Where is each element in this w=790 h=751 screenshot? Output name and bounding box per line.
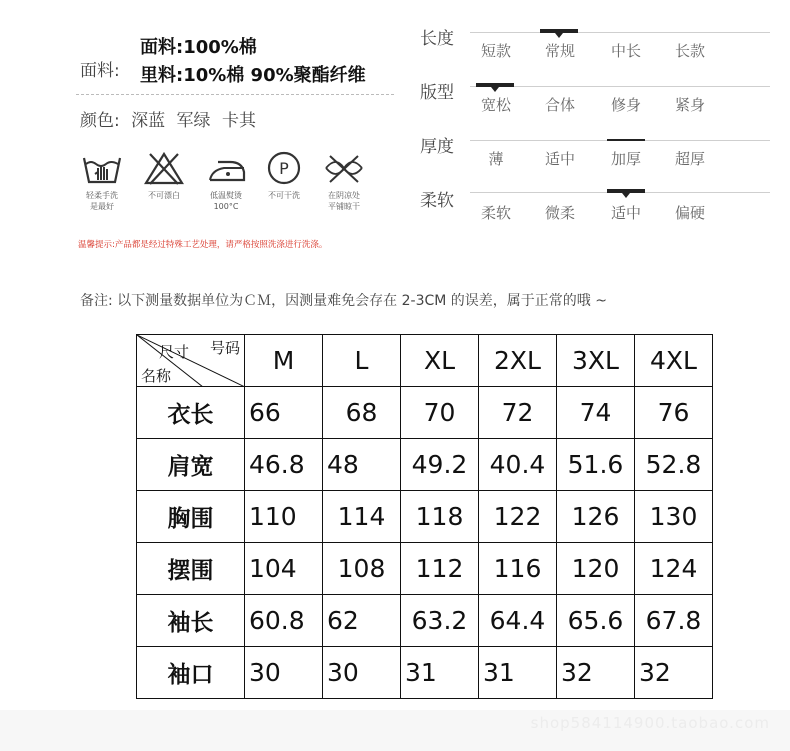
- table-cell: 32: [557, 647, 635, 699]
- table-cell: 30: [245, 647, 323, 699]
- care-caption: 不可漂白: [148, 191, 180, 200]
- attribute-option: 适中: [610, 204, 641, 222]
- size-header: 4XL: [635, 335, 713, 387]
- table-row: [137, 439, 713, 491]
- table-cell: 51.6: [557, 439, 635, 491]
- row-name: 肩宽: [137, 439, 245, 491]
- table-cell: 122: [479, 491, 557, 543]
- table-cell: 126: [557, 491, 635, 543]
- table-cell: 40.4: [479, 439, 557, 491]
- table-cell: 124: [635, 543, 713, 595]
- table-cell: 67.8: [635, 595, 713, 647]
- watermark-bar: [0, 710, 790, 751]
- row-name: 袖长: [137, 595, 245, 647]
- care-caption: 不可干洗: [268, 191, 300, 200]
- table-cell: 31: [479, 647, 557, 699]
- attribute-option: 中长: [610, 42, 641, 60]
- hand-wash-icon: [80, 150, 124, 186]
- table-row: [137, 387, 713, 439]
- table-cell: 118: [401, 491, 479, 543]
- care-item-iron: [196, 150, 256, 212]
- table-cell: 66: [245, 387, 323, 439]
- corner-dimension-label: 尺寸: [159, 343, 190, 361]
- attribute-option: 合体: [544, 96, 575, 114]
- attribute-name: 厚度: [420, 137, 454, 157]
- attribute-name: 长度: [420, 29, 454, 49]
- attribute-name: 柔软: [420, 191, 454, 211]
- table-cell: 31: [401, 647, 479, 699]
- care-caption: 轻柔手洗: [86, 191, 118, 200]
- no-wring-icon: [322, 150, 366, 186]
- fabric-composition: [140, 34, 366, 90]
- attribute-option: 薄: [488, 150, 504, 168]
- table-cell: 130: [635, 491, 713, 543]
- size-header: 2XL: [479, 335, 557, 387]
- care-item-no-bleach: [134, 150, 194, 201]
- attribute-option: 常规: [544, 42, 575, 60]
- selected-marker: [540, 29, 578, 33]
- attribute-option: 加厚: [610, 150, 641, 168]
- table-row: [137, 543, 713, 595]
- color-value: 卡其: [221, 111, 256, 131]
- measurement-note: 备注: 以下测量数据单位为ＣＭ，因测量难免会存在 2-3CM 的误差，属于正常的哦 ~: [80, 293, 607, 309]
- table-row: [137, 491, 713, 543]
- care-caption: 在阴凉处: [328, 191, 360, 200]
- color-label: 颜色:: [80, 111, 120, 131]
- fabric-lining: 里料:10%棉 90%聚酯纤维: [140, 65, 366, 86]
- color-row: [80, 106, 256, 131]
- table-cell: 74: [557, 387, 635, 439]
- row-name: 衣长: [137, 387, 245, 439]
- table-cell: 30: [323, 647, 401, 699]
- size-header: L: [323, 335, 401, 387]
- care-caption: 低温熨烫: [210, 191, 242, 200]
- attribute-option: 短款: [480, 42, 511, 60]
- care-item-no-dry-clean: [254, 150, 314, 201]
- table-cell: 108: [323, 543, 401, 595]
- table-cell: 114: [323, 491, 401, 543]
- attribute-option: 柔软: [480, 204, 511, 222]
- table-cell: 72: [479, 387, 557, 439]
- dry-clean-letter: P: [279, 159, 289, 178]
- iron-low-icon: [204, 150, 248, 186]
- table-cell: 62: [323, 595, 401, 647]
- table-cell: 120: [557, 543, 635, 595]
- table-cell: 110: [245, 491, 323, 543]
- size-table: [136, 334, 713, 699]
- size-header: M: [245, 335, 323, 387]
- table-cell: 116: [479, 543, 557, 595]
- corner-size-label: 号码: [209, 339, 240, 357]
- size-header: 3XL: [557, 335, 635, 387]
- table-cell: 60.8: [245, 595, 323, 647]
- table-header-row: [137, 335, 713, 387]
- table-cell: 112: [401, 543, 479, 595]
- table-cell: 46.8: [245, 439, 323, 491]
- table-cell: 76: [635, 387, 713, 439]
- care-item-no-wring: [314, 150, 374, 212]
- scale-line: [470, 32, 770, 33]
- selected-marker: [476, 83, 514, 87]
- size-header: XL: [401, 335, 479, 387]
- care-caption: 是最好: [90, 202, 114, 211]
- table-cell: 52.8: [635, 439, 713, 491]
- table-cell: 63.2: [401, 595, 479, 647]
- attribute-option: 适中: [544, 150, 575, 168]
- attribute-option: 紧身: [674, 96, 705, 114]
- row-name: 袖口: [137, 647, 245, 699]
- color-value: 深蓝: [131, 111, 166, 131]
- watermark-text: shop584114900.taobao.com: [530, 714, 770, 732]
- no-bleach-icon: [142, 150, 186, 186]
- attribute-option: 长款: [674, 42, 705, 60]
- row-name: 摆围: [137, 543, 245, 595]
- attribute-name: 版型: [420, 83, 454, 103]
- color-value: 军绿: [176, 111, 211, 131]
- table-row: [137, 595, 713, 647]
- table-cell: 104: [245, 543, 323, 595]
- care-item-hand-wash: [72, 150, 132, 212]
- care-caption: 平铺晾干: [328, 202, 360, 211]
- table-corner-cell: [137, 335, 245, 387]
- table-cell: 32: [635, 647, 713, 699]
- table-cell: 48: [323, 439, 401, 491]
- row-name: 胸围: [137, 491, 245, 543]
- attribute-option: 超厚: [674, 150, 705, 168]
- selected-marker: [607, 139, 645, 141]
- scale-line: [470, 86, 770, 87]
- care-warning: 温馨提示:产品都是经过特殊工艺处理，请严格按照洗涤进行洗涤。: [78, 240, 328, 250]
- attribute-option: 修身: [610, 96, 641, 114]
- table-cell: 70: [401, 387, 479, 439]
- table-cell: 65.6: [557, 595, 635, 647]
- no-dry-clean-icon: [262, 150, 306, 186]
- fabric-label: 面料:: [80, 61, 120, 81]
- divider: [76, 94, 394, 95]
- attribute-option: 偏硬: [674, 204, 705, 222]
- table-row: [137, 647, 713, 699]
- corner-name-label: 名称: [141, 367, 172, 385]
- table-cell: 68: [323, 387, 401, 439]
- table-cell: 49.2: [401, 439, 479, 491]
- table-cell: 64.4: [479, 595, 557, 647]
- selected-marker: [607, 189, 645, 193]
- attribute-option: 微柔: [544, 204, 575, 222]
- care-caption: 100°C: [213, 202, 239, 211]
- fabric-face: 面料:100%棉: [140, 37, 257, 58]
- attribute-option: 宽松: [480, 96, 511, 114]
